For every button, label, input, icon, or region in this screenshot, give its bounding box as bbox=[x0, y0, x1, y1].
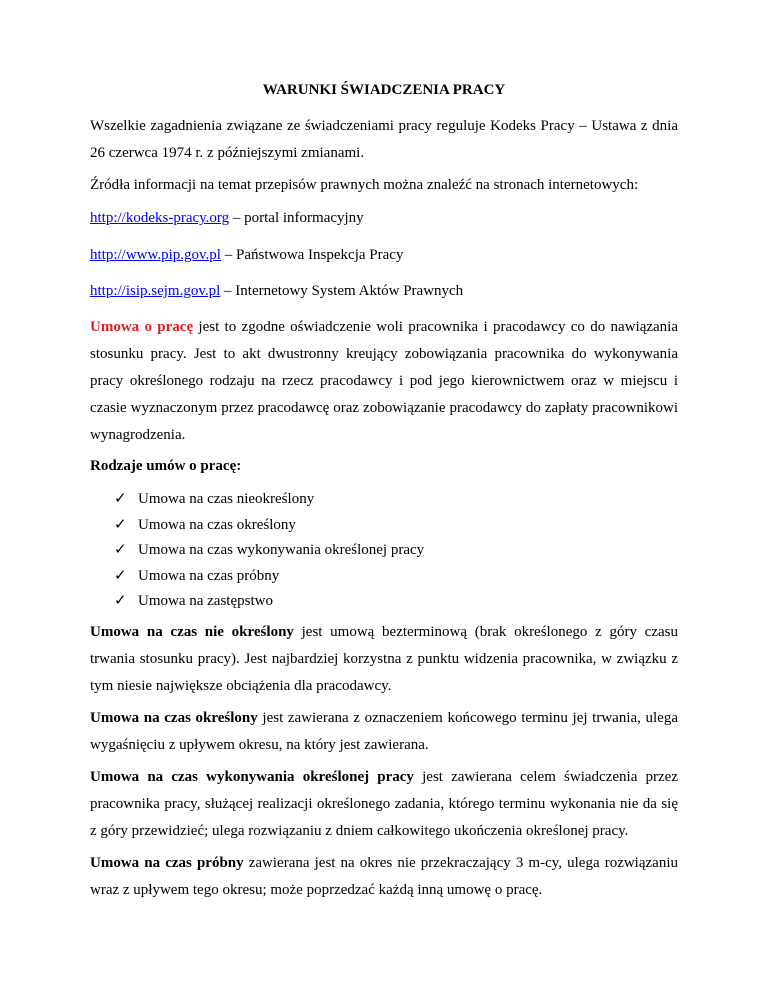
checkmark-icon: ✓ bbox=[114, 593, 127, 609]
document-title: WARUNKI ŚWIADCZENIA PRACY bbox=[262, 82, 506, 98]
list-item bbox=[114, 515, 296, 534]
description-indefinite bbox=[90, 619, 678, 700]
description-text: jest umową bezterminową (brak określonego z góry czasu trwania stosunku pracy). Jest najbardziej korzystna z punktu widzenia pracownika, w związku z tym niesie największe obciążenia dla pracodawcy. bbox=[90, 624, 678, 694]
link-isip[interactable]: http://isip.sejm.gov.pl bbox=[90, 283, 221, 299]
description-text: jest zawierana z oznaczeniem końcowego terminu jej trwania, ulega wygaśnięciu z upływem okresu, na który jest zawierana. bbox=[90, 710, 679, 753]
list-item bbox=[114, 489, 314, 508]
description-term: Umowa na czas nie określony bbox=[90, 624, 294, 640]
list-item-label: Umowa na czas próbny bbox=[138, 568, 280, 584]
checkmark-icon: ✓ bbox=[114, 491, 127, 507]
sources-heading: Źródła informacji na temat przepisów prawnych można znaleźć na stronach internetowych: bbox=[90, 177, 639, 193]
checkmark-icon: ✓ bbox=[114, 542, 127, 558]
description-text: jest zawierana celem świadczenia przez pracownika pracy, służącej realizacji określonego zadania, którego terminu wykonania nie da się z góry przewidzieć; ulega rozwiązaniu z dniem całkowitego ukończenia określonej pracy. bbox=[90, 769, 678, 839]
list-item-label: Umowa na czas wykonywania określonej pracy bbox=[138, 542, 425, 558]
description-term: Umowa na czas określony bbox=[90, 710, 258, 726]
link-line-pip bbox=[90, 247, 403, 264]
contract-definition-paragraph bbox=[90, 314, 678, 449]
description-text: zawierana jest na okres nie przekraczający 3 m-cy, ulega rozwiązaniu wraz z upływem tego okresu; może poprzedzać każdą inną umowę o pracę. bbox=[90, 855, 678, 898]
types-heading: Rodzaje umów o pracę: bbox=[90, 458, 242, 474]
list-item-label: Umowa na czas nieokreślony bbox=[138, 491, 315, 507]
link-line-kodeks bbox=[90, 210, 364, 227]
intro-paragraph: Wszelkie zagadnienia związane ze świadczeniami pracy reguluje Kodeks Pracy – Ustawa z dnia 26 czerwca 1974 r. z późniejszymi zmianami. bbox=[90, 118, 678, 161]
link-line-isip bbox=[90, 283, 463, 300]
list-item-label: Umowa na zastępstwo bbox=[138, 593, 273, 609]
list-item bbox=[114, 566, 279, 585]
contract-definition-text: jest to zgodne oświadczenie woli pracownika i pracodawcy co do nawiązania stosunku pracy. Jest to akt dwustronny kreujący zobowiązania pracownika do wykonywania pracy określonego rodzaju na rzecz pracodawcy i pod jego kierownictwem oraz w miejscu i czasie wyznaczonym przez pracodawcę oraz zobowiązanie pracodawcy do zapłaty pracownikowi wynagrodzenia. bbox=[90, 319, 679, 443]
description-term: Umowa na czas wykonywania określonej pracy bbox=[90, 769, 414, 785]
link-kodeks-pracy[interactable]: http://kodeks-pracy.org bbox=[90, 210, 230, 226]
link-pip[interactable]: http://www.pip.gov.pl bbox=[90, 247, 221, 263]
link-desc: – Państwowa Inspekcja Pracy bbox=[220, 247, 404, 263]
contract-term: Umowa o pracę bbox=[90, 319, 194, 335]
checkmark-icon: ✓ bbox=[114, 517, 127, 533]
list-item-label: Umowa na czas określony bbox=[138, 517, 296, 533]
link-desc: – Internetowy System Aktów Prawnych bbox=[220, 283, 464, 299]
description-term: Umowa na czas próbny bbox=[90, 855, 244, 871]
description-specific-work bbox=[90, 764, 678, 845]
list-item bbox=[114, 591, 273, 610]
link-desc: – portal informacyjny bbox=[229, 210, 364, 226]
description-fixed-term bbox=[90, 705, 678, 759]
description-trial bbox=[90, 850, 678, 904]
list-item bbox=[114, 540, 424, 559]
checkmark-icon: ✓ bbox=[114, 568, 127, 584]
